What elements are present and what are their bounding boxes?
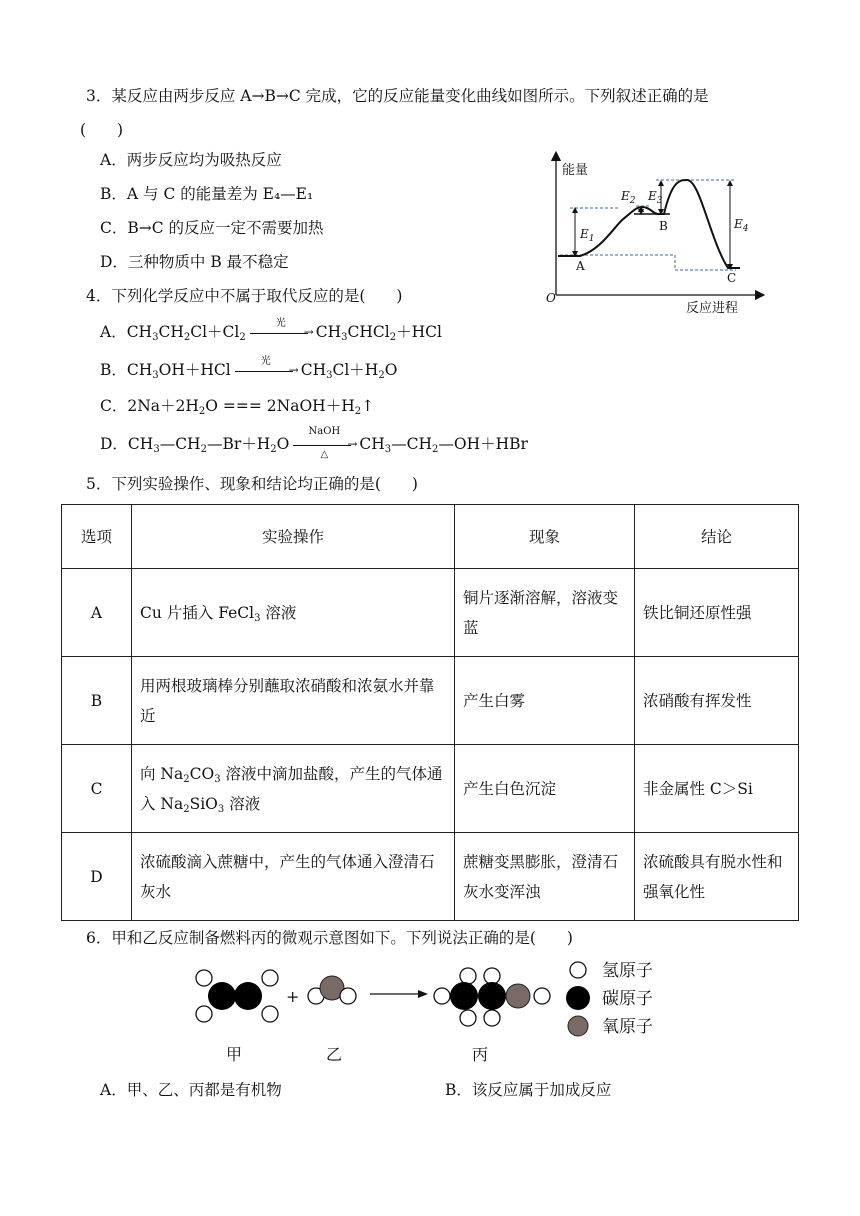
label-e1: $E_1$ (580, 227, 595, 244)
label-e2: $E_2$ (621, 189, 636, 206)
cell-phenomenon: 蔗糖变黑膨胀，澄清石灰水变浑浊 (455, 833, 635, 921)
header-phenomenon: 现象 (455, 505, 635, 569)
molecule-diagram (186, 960, 686, 1070)
legend-carbon: 碳原子 (602, 989, 653, 1009)
dashed-level-ac (560, 255, 736, 270)
plus-sign: + (286, 987, 300, 1006)
q4-stem: 4．下列化学反应中不属于取代反应的是( ) (86, 287, 403, 305)
label-yi: 乙 (326, 1045, 343, 1064)
x-axis-label: 反应进程 (686, 301, 739, 316)
origin-label: O (546, 291, 556, 305)
molecule-jia (196, 970, 278, 1022)
cell-conclusion: 非金属性 C＞Si (635, 745, 799, 833)
header-option: 选项 (62, 505, 132, 569)
q3-paren: ( ) (80, 121, 124, 139)
cell-phenomenon: 产生白色沉淀 (455, 745, 635, 833)
legend-oxygen: 氧原子 (602, 1017, 653, 1037)
cell-option: A (62, 569, 132, 657)
table-row (62, 833, 799, 921)
experiment-table (61, 504, 799, 921)
cell-operation: Cu 片插入 FeCl$_3$ 溶液 (132, 569, 455, 657)
header-conclusion: 结论 (635, 505, 799, 569)
label-e3: $E_3$ (648, 189, 663, 206)
cell-conclusion: 铁比铜还原性强 (635, 569, 799, 657)
q3-option-d: D．三种物质中 B 最不稳定 (100, 253, 289, 271)
cell-conclusion: 浓硝酸有挥发性 (635, 657, 799, 745)
header-operation: 实验操作 (132, 505, 455, 569)
cell-operation: 向 $Na_2CO_3$ 溶液中滴加盐酸，产生的气体通入 $Na_2SiO_3$ 溶液 (132, 745, 455, 833)
label-bing: 丙 (472, 1045, 489, 1064)
molecule-yi (308, 976, 356, 1004)
q4-option-b: B．$CH_3OH+HCl$ 光 → $CH_3Cl+H_2O$ (100, 356, 398, 381)
q3-option-a: A．两步反应均为吸热反应 (100, 151, 282, 169)
q4-option-d: D．$CH_3—CH_2—Br+H_2O$ NaOH → △ $CH_3—CH_2—OH+HBr$ (100, 426, 528, 460)
legend-hydrogen: 氢原子 (602, 961, 653, 981)
cell-option: C (62, 745, 132, 833)
label-point-c: C (727, 271, 737, 285)
table-row (62, 745, 799, 833)
q6-option-b: B．该反应属于加成反应 (445, 1081, 612, 1099)
cell-operation: 用两根玻璃棒分别蘸取浓硝酸和浓氨水并靠近 (132, 657, 455, 745)
q4-option-a: A．$CH_3CH_2Cl+Cl_2$ 光 → $CH_3CHCl_2+HCl$ (100, 318, 442, 343)
table-header-row (62, 505, 799, 569)
y-axis-label: 能量 (562, 163, 589, 178)
q5-stem: 5．下列实验操作、现象和结论均正确的是( ) (86, 475, 418, 493)
label-point-a: A (576, 259, 585, 273)
label-jia: 甲 (226, 1045, 243, 1064)
table-row (62, 569, 799, 657)
cell-option: B (62, 657, 132, 745)
q4-option-c: C．$2Na+2H_2O$ === $2NaOH+H_2↑$ (100, 397, 375, 417)
energy-profile-chart (540, 150, 780, 320)
label-point-b: B (659, 219, 668, 233)
table-row (62, 657, 799, 745)
q3-stem: 3．某反应由两步反应 A→B→C 完成，它的反应能量变化曲线如图所示。下列叙述正确的是 (86, 87, 709, 105)
legend (566, 961, 653, 1037)
cell-operation: 浓硫酸滴入蔗糖中，产生的气体通入澄清石灰水 (132, 833, 455, 921)
cell-phenomenon: 产生白雾 (455, 657, 635, 745)
q3-option-c: C．B→C 的反应一定不需要加热 (100, 219, 324, 237)
q6-option-a: A．甲、乙、丙都是有机物 (100, 1081, 282, 1099)
cell-conclusion: 浓硫酸具有脱水性和强氧化性 (635, 833, 799, 921)
q3-option-b: B．A 与 C 的能量差为 E₄—E₁ (100, 185, 314, 203)
label-e4: $E_4$ (734, 217, 749, 234)
molecule-bing (434, 968, 550, 1026)
cell-option: D (62, 833, 132, 921)
cell-phenomenon: 铜片逐渐溶解，溶液变蓝 (455, 569, 635, 657)
q6-stem: 6．甲和乙反应制备燃料丙的微观示意图如下。下列说法正确的是( ) (86, 929, 573, 947)
